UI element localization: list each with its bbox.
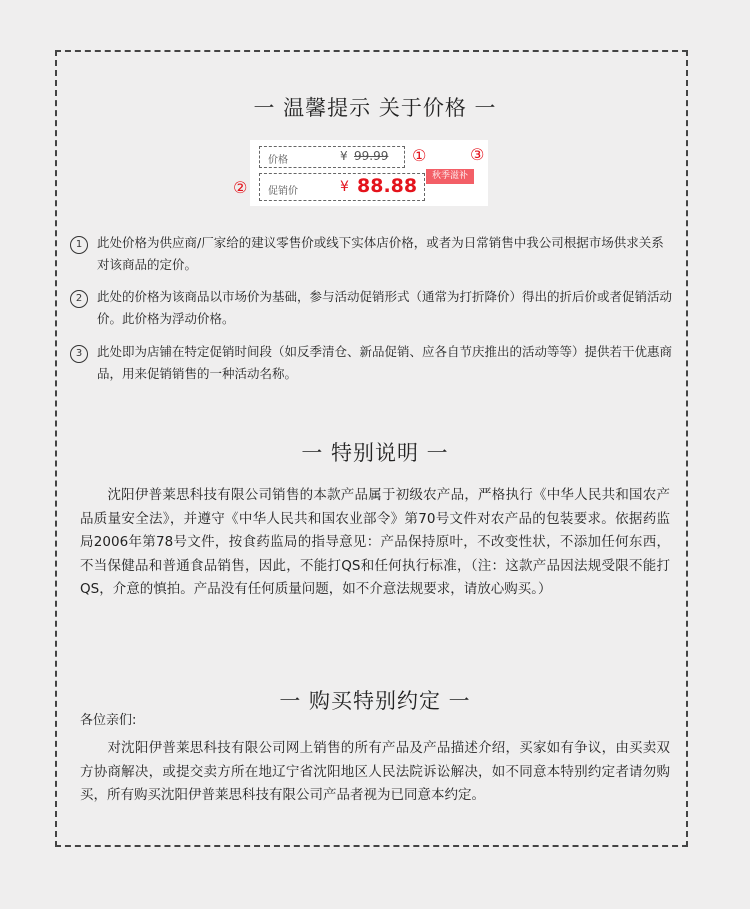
marker-1: ①: [412, 146, 427, 165]
greeting: 各位亲们:: [80, 713, 137, 728]
note-number-2: 2: [70, 290, 88, 308]
original-price-row: [259, 146, 405, 168]
promo-tag: 秋季滋补: [426, 169, 474, 184]
note-text-2: 此处的价格为该商品以市场价为基础，参与活动促销形式（通常为打折降价）得出的折后价或者促销活动价。此价格为浮动价格。: [97, 289, 673, 326]
note-number-1: 1: [70, 236, 88, 254]
section-title-purchase-agreement: 一 购买特别约定 一: [279, 689, 471, 713]
promo-price-value: 88.88: [357, 175, 418, 197]
marker-2: ②: [233, 178, 248, 197]
note-text-3: 此处即为店铺在特定促销时间段（如反季清仓、新品促销、应各自节庆推出的活动等等）提供若干优惠商品，用来促销销售的一种活动名称。: [97, 344, 673, 381]
promo-price-currency: ¥: [340, 179, 349, 195]
original-price-label: 价格: [268, 155, 288, 166]
price-sample: [233, 140, 488, 206]
promo-price-label: 促销价: [268, 186, 298, 197]
note-number-3: 3: [70, 345, 88, 363]
section-title-special-notes: 一 特别说明 一: [301, 441, 449, 465]
note-text-1: 此处价格为供应商/厂家给的建议零售价或线下实体店价格，或者为日常销售中我公司根据市场供求关系对该商品的定价。: [97, 235, 664, 272]
promo-price-row: [259, 173, 425, 201]
section-title-price-notice: 一 温馨提示 关于价格 一: [253, 96, 497, 120]
original-price-value: 99.99: [354, 149, 389, 163]
marker-3: ③: [470, 145, 485, 164]
original-price-currency: ¥: [340, 149, 348, 163]
purchase-agreement-body: 对沈阳伊普莱思科技有限公司网上销售的所有产品及产品描述介绍，买家如有争议，由买卖双方协商解决，或提交卖方所在地辽宁省沈阳地区人民法院诉讼解决，如不同意本特别约定者请勿购买，所有购买沈阳伊普莱思科技有限公司产品者视为已同意本约定。: [80, 740, 670, 803]
special-notes-body: 沈阳伊普莱思科技有限公司销售的本款产品属于初级农产品，严格执行《中华人民共和国农产品质量安全法》，并遵守《中华人民共和国农业部令》第70号文件对农产品的包装要求。依据药监局2006年第78号文件，按食药监局的指导意见：产品保持原叶，不改变性状，不添加任何东西，不当保健品和普通食品销售，因此，不能打QS和任何执行标准，（注：这款产品因法规受限不能打QS，介意的慎拍。产品没有任何质量问题，如不介意法规要求，请放心购买。）: [80, 487, 670, 597]
